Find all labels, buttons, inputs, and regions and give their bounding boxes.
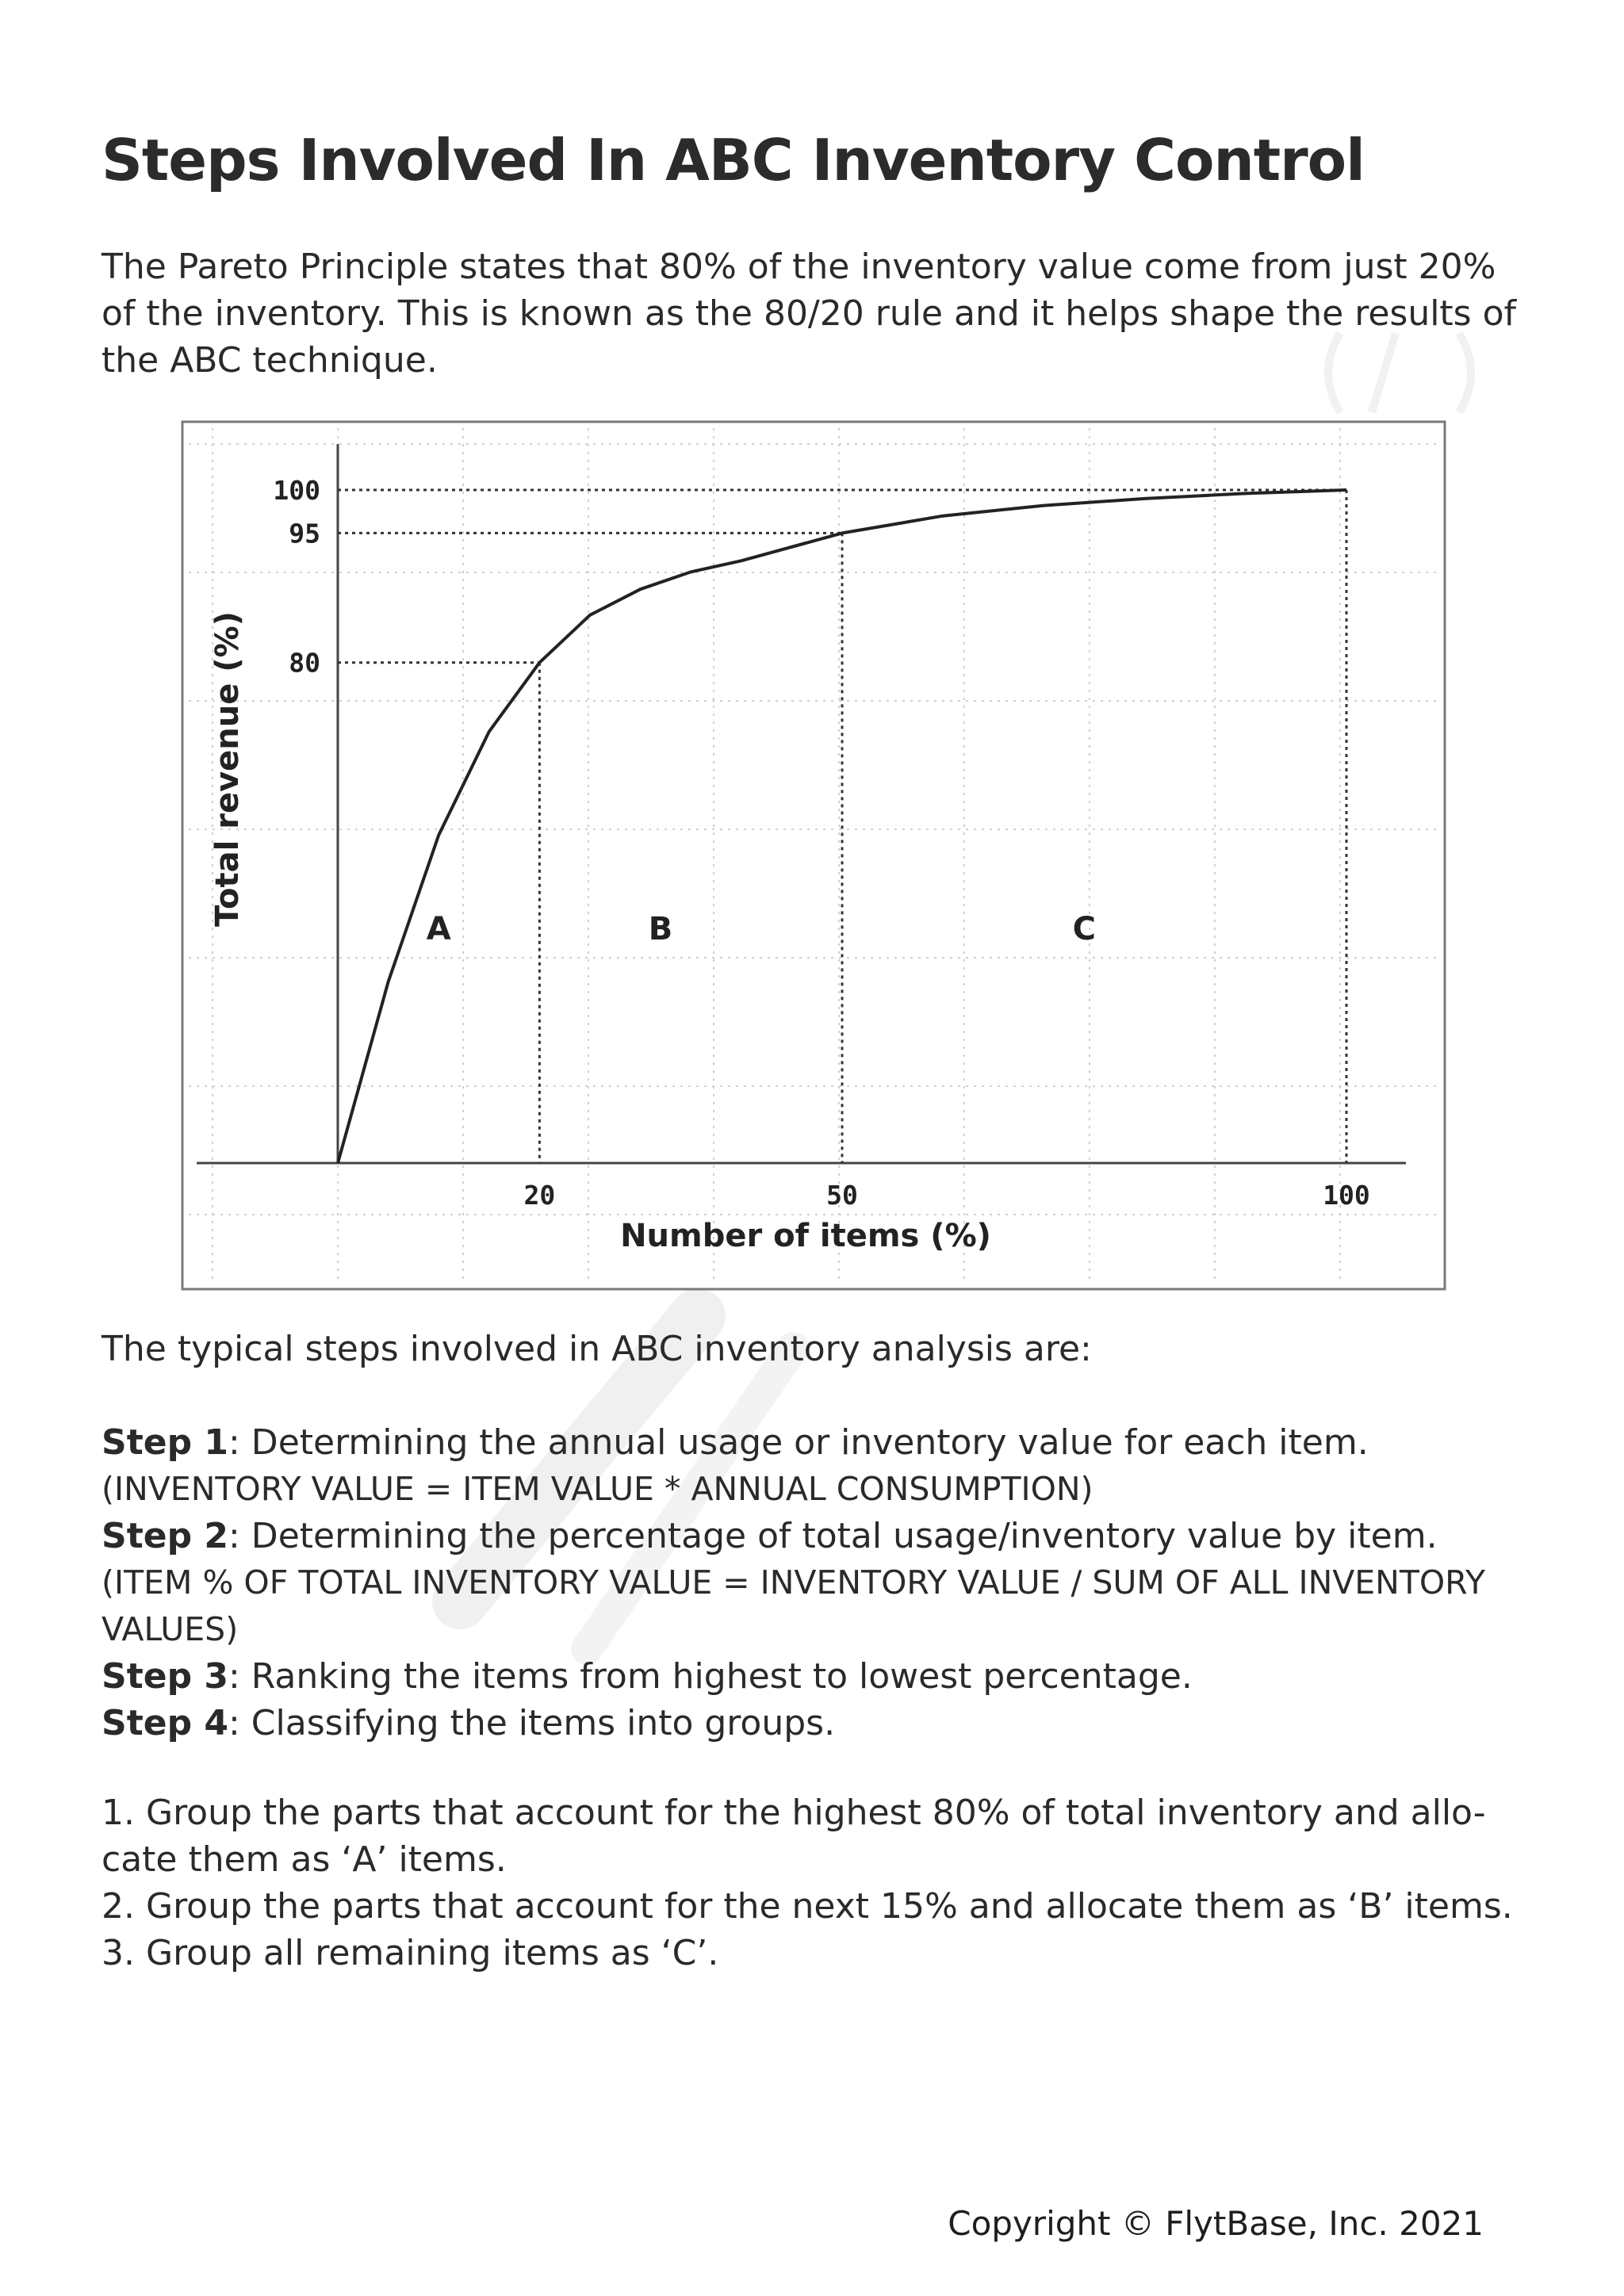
group-item-2: 2. Group the parts that account for the next 15% and allocate them as ‘B’ items. bbox=[102, 1886, 1513, 1927]
steps-intro: The typical steps involved in ABC inventory analysis are: bbox=[102, 1329, 1092, 1369]
x-tick-label: 20 bbox=[523, 1180, 556, 1211]
groups-list bbox=[102, 1789, 1521, 1976]
step-text: : Classifying the items into groups. bbox=[228, 1703, 836, 1743]
step-2-formula: (ITEM % OF TOTAL INVENTORY VALUE = INVENTORY VALUE / SUM OF ALL INVENTORY VALUES) bbox=[102, 1563, 1486, 1648]
y-axis-label: Total revenue (%) bbox=[209, 611, 246, 927]
step-label: Step 4 bbox=[102, 1703, 228, 1743]
y-tick-label: 80 bbox=[289, 647, 320, 679]
group-item-3: 3. Group all remaining items as ‘C’. bbox=[102, 1933, 719, 1973]
step-label: Step 3 bbox=[102, 1656, 228, 1697]
step-text: : Determining the percentage of total usage/inventory value by item. bbox=[228, 1516, 1438, 1556]
x-axis-label: Number of items (%) bbox=[620, 1218, 991, 1254]
steps-list bbox=[102, 1419, 1521, 1747]
page-title: Steps Involved In ABC Inventory Control bbox=[102, 127, 1365, 193]
pareto-chart bbox=[181, 420, 1446, 1291]
copyright-text: Copyright © FlytBase, Inc. 2021 bbox=[948, 2204, 1484, 2243]
step-1-formula: (INVENTORY VALUE = ITEM VALUE * ANNUAL CONSUMPTION) bbox=[102, 1470, 1094, 1508]
step-text: : Determining the annual usage or inventory value for each item. bbox=[228, 1422, 1369, 1463]
step-label: Step 2 bbox=[102, 1516, 228, 1556]
chart-svg bbox=[181, 420, 1446, 1291]
step-1 bbox=[102, 1419, 1521, 1466]
intro-paragraph: The Pareto Principle states that 80% of the inventory value come from just 20% of the inventory. This is known as the 80/20 rule and it helps shape the results of the ABC technique. bbox=[102, 247, 1516, 381]
x-tick-label: 100 bbox=[1323, 1180, 1370, 1211]
group-item-1: 1. Group the parts that account for the highest 80% of total inventory and allo-cate them as ‘A’ items. bbox=[102, 1793, 1486, 1880]
step-3 bbox=[102, 1653, 1521, 1700]
step-4 bbox=[102, 1700, 1521, 1747]
step-text: : Ranking the items from highest to lowest percentage. bbox=[228, 1656, 1193, 1697]
region-label: C bbox=[1072, 911, 1096, 947]
region-label: A bbox=[426, 911, 451, 947]
y-tick-label: 100 bbox=[273, 475, 320, 506]
step-label: Step 1 bbox=[102, 1422, 228, 1463]
x-tick-label: 50 bbox=[826, 1180, 858, 1211]
step-2 bbox=[102, 1513, 1521, 1559]
region-label: B bbox=[648, 911, 673, 947]
chart-frame bbox=[182, 422, 1445, 1289]
y-tick-label: 95 bbox=[289, 518, 320, 549]
